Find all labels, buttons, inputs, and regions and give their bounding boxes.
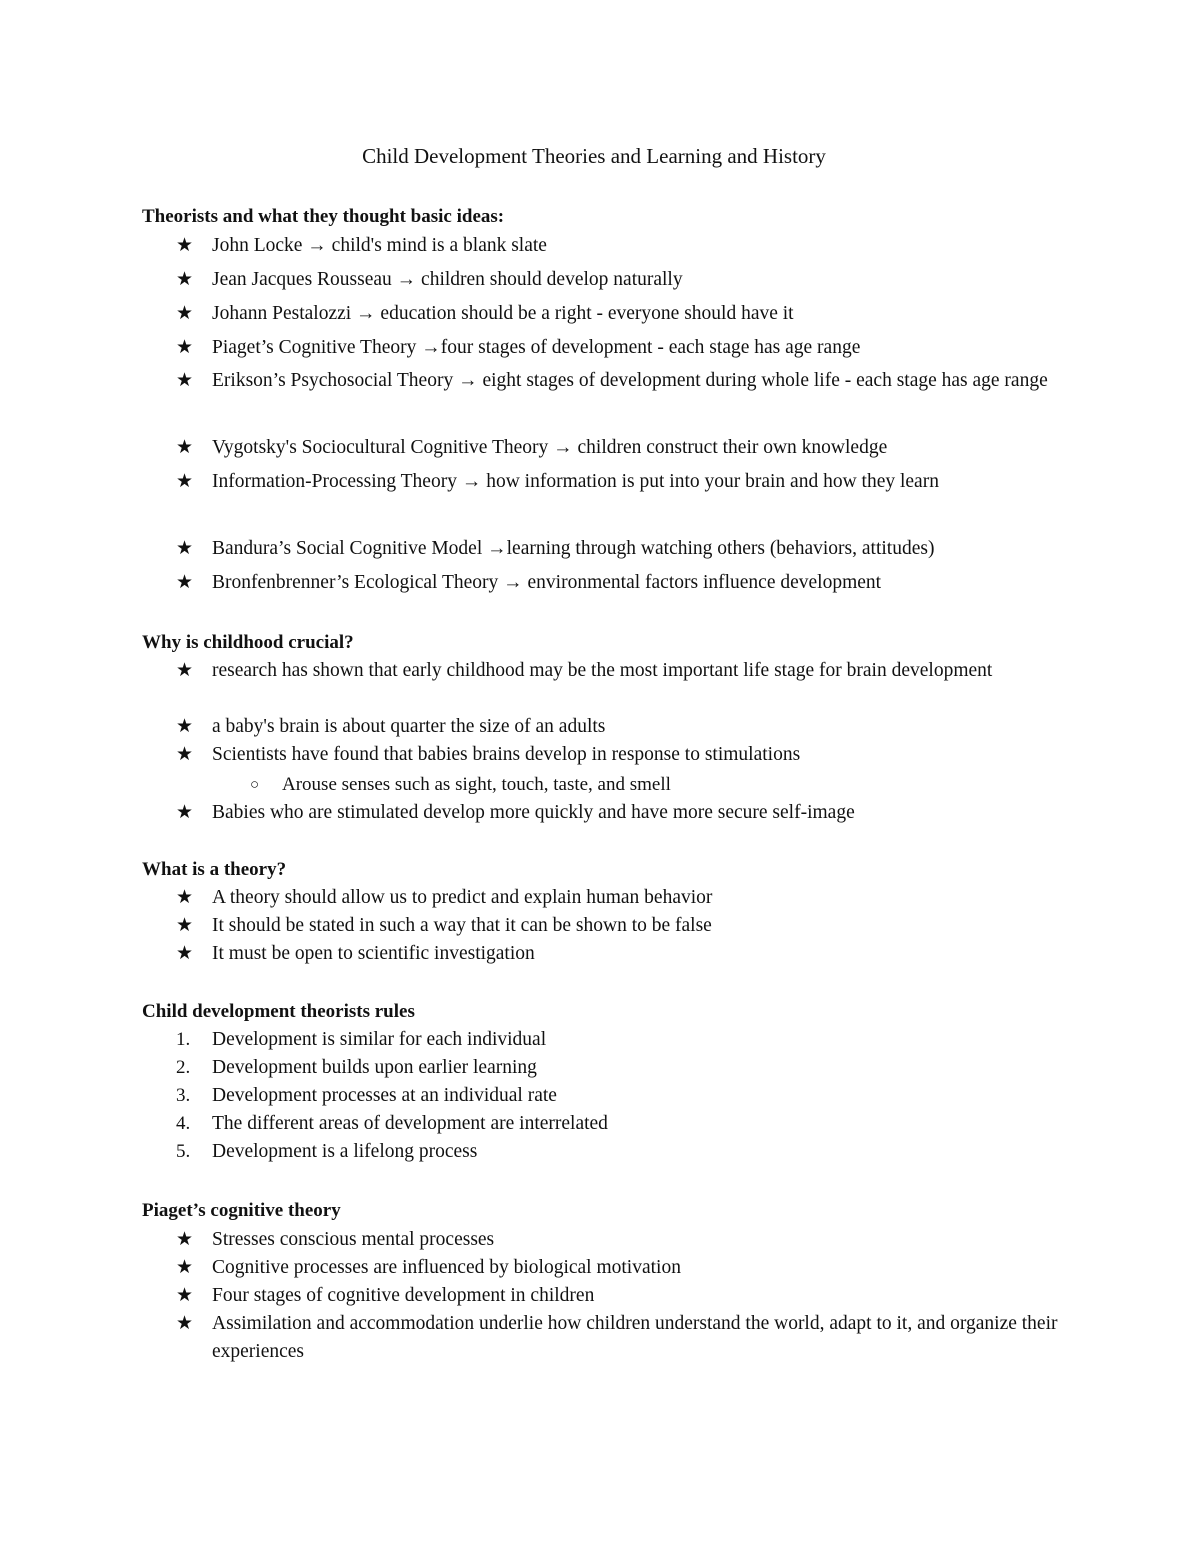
star-bullet-icon: ★ bbox=[176, 370, 194, 391]
list-item-text: Stresses conscious mental processes bbox=[212, 1229, 495, 1250]
list-item bbox=[176, 912, 1076, 940]
numbered-item bbox=[176, 1054, 1076, 1082]
list-item-text: Scientists have found that babies brains develop in response to stimulations bbox=[212, 744, 801, 765]
list-item bbox=[176, 532, 1076, 566]
star-bullet-icon: ★ bbox=[176, 1229, 194, 1250]
list-item bbox=[176, 741, 1076, 769]
star-bullet-icon: ★ bbox=[176, 269, 194, 290]
list-item-text: Development builds upon earlier learning bbox=[212, 1057, 537, 1078]
list-item-text: Information-Processing Theory → how information is put into your brain and how they learn bbox=[212, 471, 939, 492]
section-heading-theory: What is a theory? bbox=[142, 859, 287, 880]
list-item-text: Cognitive processes are influenced by biological motivation bbox=[212, 1257, 681, 1278]
list-item bbox=[176, 1282, 1076, 1310]
list-item-text: Jean Jacques Rousseau → children should develop naturally bbox=[212, 269, 683, 290]
list-item bbox=[176, 229, 1076, 263]
list-item-text: The different areas of development are interrelated bbox=[212, 1113, 608, 1134]
list-item bbox=[176, 1254, 1076, 1282]
list-item-text: A theory should allow us to predict and explain human behavior bbox=[212, 887, 713, 908]
star-bullet-icon: ★ bbox=[176, 1313, 194, 1334]
star-bullet-icon: ★ bbox=[176, 744, 194, 765]
section-heading-childhood: Why is childhood crucial? bbox=[142, 632, 354, 653]
list-item bbox=[176, 263, 1076, 297]
star-bullet-icon: ★ bbox=[176, 471, 194, 492]
star-bullet-icon: ★ bbox=[176, 303, 194, 324]
list-number: 5. bbox=[176, 1141, 191, 1162]
star-bullet-icon: ★ bbox=[176, 437, 194, 458]
list-item-text: Piaget’s Cognitive Theory →four stages of development - each stage has age range bbox=[212, 337, 861, 358]
list-item-text: Development is similar for each individual bbox=[212, 1029, 547, 1050]
list-item-text: research has shown that early childhood may be the most important life stage for brain development bbox=[212, 660, 993, 681]
star-bullet-icon: ★ bbox=[176, 572, 194, 593]
list-item-text: a baby's brain is about quarter the size of an adults bbox=[212, 716, 606, 737]
list-item-text: Four stages of cognitive development in children bbox=[212, 1285, 595, 1306]
list-item-text: It must be open to scientific investigation bbox=[212, 943, 535, 964]
list-item bbox=[176, 1310, 1076, 1366]
list-number: 4. bbox=[176, 1113, 191, 1134]
list-item-text: Development processes at an individual rate bbox=[212, 1085, 557, 1106]
star-bullet-icon: ★ bbox=[176, 1285, 194, 1306]
section-heading-rules: Child development theorists rules bbox=[142, 1001, 415, 1022]
list-item-text: Assimilation and accommodation underlie how children understand the world, adapt to it, and organize their experiences bbox=[212, 1313, 1058, 1362]
list-item bbox=[176, 1226, 1076, 1254]
star-bullet-icon: ★ bbox=[176, 337, 194, 358]
section-heading-theorists: Theorists and what they thought basic ideas: bbox=[142, 206, 505, 227]
list-item bbox=[176, 297, 1076, 331]
sub-list-item bbox=[250, 771, 1050, 799]
list-item bbox=[176, 566, 1076, 600]
list-number: 2. bbox=[176, 1057, 191, 1078]
document-title: Child Development Theories and Learning and History bbox=[362, 144, 826, 168]
star-bullet-icon: ★ bbox=[176, 538, 194, 559]
list-item-text: Development is a lifelong process bbox=[212, 1141, 478, 1162]
list-item bbox=[176, 799, 1076, 827]
list-item-text: Erikson’s Psychosocial Theory → eight stages of development during whole life - each stage has age range bbox=[212, 370, 1048, 391]
sub-list-item-text: Arouse senses such as sight, touch, taste, and smell bbox=[282, 774, 671, 795]
list-item bbox=[176, 331, 1076, 365]
star-bullet-icon: ★ bbox=[176, 887, 194, 908]
list-item bbox=[176, 465, 1076, 499]
list-item-text: Johann Pestalozzi → education should be a right - everyone should have it bbox=[212, 303, 794, 324]
list-item bbox=[176, 884, 1076, 912]
star-bullet-icon: ★ bbox=[176, 235, 194, 256]
numbered-item bbox=[176, 1110, 1076, 1138]
list-item-text: Babies who are stimulated develop more quickly and have more secure self-image bbox=[212, 802, 855, 823]
list-item bbox=[176, 713, 1076, 741]
list-item-text: John Locke → child's mind is a blank slate bbox=[212, 235, 547, 256]
star-bullet-icon: ★ bbox=[176, 802, 194, 823]
numbered-item bbox=[176, 1138, 1076, 1166]
star-bullet-icon: ★ bbox=[176, 943, 194, 964]
star-bullet-icon: ★ bbox=[176, 716, 194, 737]
star-bullet-icon: ★ bbox=[176, 660, 194, 681]
list-item bbox=[176, 657, 1076, 685]
list-number: 1. bbox=[176, 1029, 191, 1050]
numbered-item bbox=[176, 1026, 1076, 1054]
list-item-text: Bandura’s Social Cognitive Model →learning through watching others (behaviors, attitudes) bbox=[212, 538, 935, 559]
numbered-item bbox=[176, 1082, 1076, 1110]
circle-bullet-icon: ○ bbox=[250, 777, 260, 793]
list-item-text: It should be stated in such a way that it can be shown to be false bbox=[212, 915, 712, 936]
list-number: 3. bbox=[176, 1085, 191, 1106]
section-heading-piaget: Piaget’s cognitive theory bbox=[142, 1200, 341, 1221]
list-item-text: Bronfenbrenner’s Ecological Theory → environmental factors influence development bbox=[212, 572, 882, 593]
list-item bbox=[176, 940, 1076, 968]
list-item bbox=[176, 431, 1076, 465]
list-item bbox=[176, 364, 1076, 398]
list-item-text: Vygotsky's Sociocultural Cognitive Theory → children construct their own knowledge bbox=[212, 437, 888, 458]
star-bullet-icon: ★ bbox=[176, 1257, 194, 1278]
star-bullet-icon: ★ bbox=[176, 915, 194, 936]
